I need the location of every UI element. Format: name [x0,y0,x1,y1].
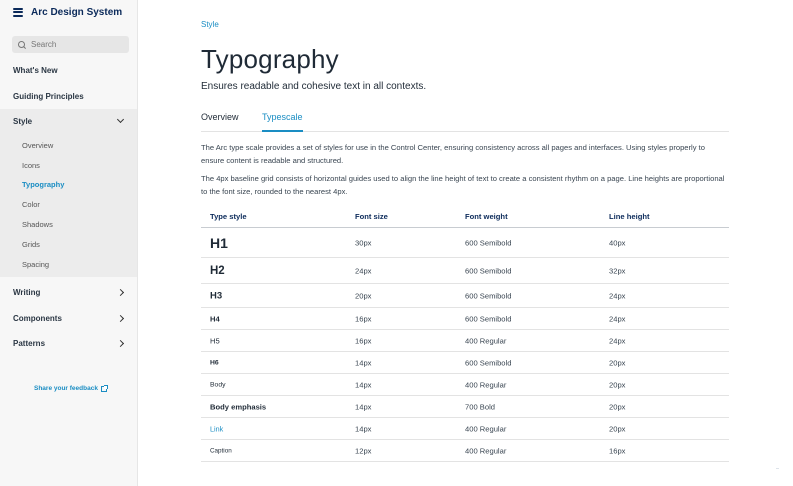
cell-line-height: 24px [609,291,626,300]
search-icon [17,40,27,50]
cell-font-weight: 600 Semibold [465,238,512,247]
feedback-label: Share your feedback [34,385,98,392]
brand [13,5,122,19]
sidebar-item-icons[interactable]: Icons [22,161,40,170]
baseline-paragraph: The 4px baseline grid consists of horizontal guides used to align the line height of text to create a consistent rhythm on a page. Line heights are proportional to the font size, rounded to the nearest 4px. [201,174,725,196]
header-line-height: Line height [609,212,650,221]
brand-title[interactable]: Arc Design System [31,6,123,18]
nav-writing-label: Writing [13,288,41,297]
cell-line-height: 24px [609,314,626,323]
cell-font-weight: 700 Bold [465,402,495,411]
cell-type-style: Body [210,381,226,388]
nav-patterns-label: Patterns [13,339,46,348]
cell-font-size: 20px [355,291,372,300]
cell-line-height: 20px [609,402,626,411]
sidebar-item-overview[interactable]: Overview [22,141,54,150]
cell-font-size: 30px [355,238,372,247]
feedback-link[interactable] [34,385,107,392]
table-row [201,418,729,440]
corner-marker [776,468,779,469]
cell-font-weight: 600 Semibold [465,291,512,300]
cell-type-style: H6 [210,359,219,366]
cell-font-size: 12px [355,446,372,455]
tab-overview[interactable]: Overview [201,112,239,122]
cell-type-style: H1 [210,234,228,251]
page-title: Typography [201,44,339,74]
typescale-table [201,208,729,462]
table-row [201,284,729,308]
cell-font-size: 14px [355,424,372,433]
style-group [0,109,137,277]
cell-font-size: 24px [355,266,372,275]
nav-guiding-principles[interactable]: Guiding Principles [13,92,84,101]
cell-font-size: 16px [355,336,372,345]
page-subtitle: Ensures readable and cohesive text in all contexts. [201,81,427,92]
chevron-right-icon [116,339,126,349]
cell-type-style[interactable]: Link [210,424,224,433]
header-type-style: Type style [210,212,247,221]
cell-line-height: 32px [609,266,626,275]
cell-font-size: 14px [355,380,372,389]
cell-font-weight: 600 Semibold [465,266,512,275]
cell-line-height: 16px [609,446,626,455]
cell-line-height: 20px [609,380,626,389]
nav-style-label: Style [13,117,33,126]
chevron-down-icon [116,117,126,127]
chevron-right-icon [116,288,126,298]
nav-whats-new[interactable]: What's New [13,66,58,75]
cell-font-size: 14px [355,358,372,367]
table-row [201,228,729,258]
cell-type-style: H2 [210,264,225,277]
sidebar-item-grids[interactable]: Grids [22,240,40,249]
cell-type-style: Caption [210,447,232,454]
search-input[interactable] [31,40,121,49]
cell-font-weight: 400 Regular [465,424,507,433]
cell-type-style: Body emphasis [210,402,267,411]
cell-line-height: 20px [609,424,626,433]
table-row [201,440,729,462]
intro-paragraph: The Arc type scale provides a set of styles for use in the Control Center, ensuring consistency across all pages and interfaces. Using styles properly to ensure content is readable and structured. [201,143,705,165]
tab-typescale[interactable]: Typescale [262,112,303,132]
cell-font-weight: 600 Semibold [465,358,512,367]
table-row [201,374,729,396]
sidebar [0,0,138,486]
header-font-size: Font size [355,212,388,221]
tab-bar [201,112,729,132]
header-font-weight: Font weight [465,212,508,221]
search-box[interactable] [12,36,129,53]
nav-writing[interactable] [13,288,128,297]
table-row [201,258,729,284]
cell-line-height: 24px [609,336,626,345]
nav-style[interactable] [13,117,128,126]
sidebar-item-color[interactable]: Color [22,200,40,209]
sidebar-item-spacing[interactable]: Spacing [22,260,50,269]
nav-patterns[interactable] [13,339,128,348]
table-row [201,396,729,418]
cell-font-weight: 600 Semibold [465,314,512,323]
nav-components-label: Components [13,314,62,323]
table-row [201,308,729,330]
menu-icon[interactable] [13,8,23,17]
cell-line-height: 20px [609,358,626,367]
cell-type-style: H4 [210,314,220,323]
breadcrumb[interactable]: Style [201,20,219,29]
cell-font-weight: 400 Regular [465,446,507,455]
sidebar-item-typography[interactable]: Typography [22,180,65,189]
cell-type-style: H5 [210,336,220,345]
table-row [201,330,729,352]
cell-line-height: 40px [609,238,626,247]
cell-font-weight: 400 Regular [465,380,507,389]
cell-type-style: H3 [210,290,223,301]
table-header [201,208,729,228]
chevron-right-icon [116,314,126,324]
table-row [201,352,729,374]
cell-font-weight: 400 Regular [465,336,507,345]
cell-font-size: 16px [355,314,372,323]
sidebar-item-shadows[interactable]: Shadows [22,220,53,229]
nav-components[interactable] [13,314,128,323]
external-link-icon [101,386,107,392]
cell-font-size: 14px [355,402,372,411]
